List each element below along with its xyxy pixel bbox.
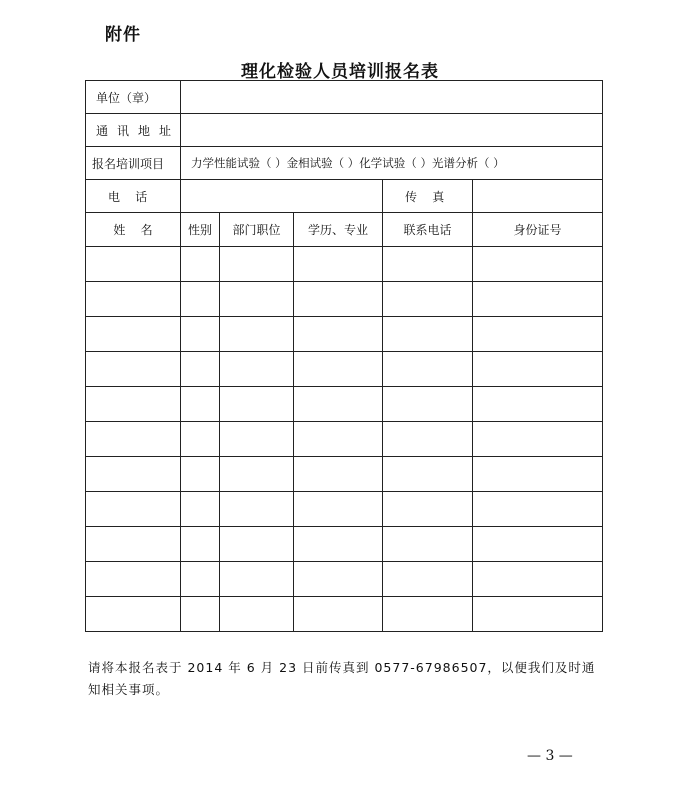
table-cell[interactable]: [181, 562, 220, 597]
table-cell[interactable]: [473, 282, 603, 317]
table-cell[interactable]: [383, 352, 473, 387]
table-cell[interactable]: [181, 527, 220, 562]
table-cell[interactable]: [473, 562, 603, 597]
address-field[interactable]: [181, 114, 603, 147]
table-cell[interactable]: [383, 457, 473, 492]
page-number: — 3 —: [527, 748, 573, 764]
fax-field[interactable]: [473, 180, 603, 213]
address-row: [86, 114, 603, 147]
unit-field[interactable]: [181, 81, 603, 114]
table-cell[interactable]: [383, 492, 473, 527]
table-cell[interactable]: [181, 387, 220, 422]
table-cell[interactable]: [181, 422, 220, 457]
table-cell[interactable]: [294, 492, 383, 527]
table-cell[interactable]: [86, 597, 181, 632]
table-cell[interactable]: [383, 562, 473, 597]
col-id-number: 身份证号: [473, 213, 603, 247]
table-cell[interactable]: [473, 247, 603, 282]
table-cell[interactable]: [383, 282, 473, 317]
table-cell[interactable]: [473, 387, 603, 422]
table-cell[interactable]: [86, 247, 181, 282]
table-cell[interactable]: [220, 282, 294, 317]
table-cell[interactable]: [86, 492, 181, 527]
phone-label: 电 话: [86, 180, 181, 213]
attachment-label: 附件: [105, 25, 141, 45]
table-cell[interactable]: [294, 457, 383, 492]
table-cell[interactable]: [220, 457, 294, 492]
table-cell[interactable]: [294, 247, 383, 282]
table-cell[interactable]: [294, 282, 383, 317]
table-row: [86, 562, 603, 597]
table-cell[interactable]: [294, 352, 383, 387]
table-row: [86, 492, 603, 527]
col-education: 学历、专业: [294, 213, 383, 247]
table-cell[interactable]: [473, 527, 603, 562]
table-cell[interactable]: [220, 492, 294, 527]
table-cell[interactable]: [383, 387, 473, 422]
unit-row: [86, 81, 603, 114]
table-cell[interactable]: [294, 317, 383, 352]
table-cell[interactable]: [473, 457, 603, 492]
table-cell[interactable]: [86, 562, 181, 597]
table-cell[interactable]: [294, 562, 383, 597]
address-label: 通讯地址: [86, 114, 181, 147]
phone-fax-row: [86, 180, 603, 213]
table-cell[interactable]: [383, 422, 473, 457]
table-cell[interactable]: [220, 422, 294, 457]
table-cell[interactable]: [294, 597, 383, 632]
col-name: 姓 名: [86, 213, 181, 247]
table-cell[interactable]: [220, 247, 294, 282]
table-row: [86, 282, 603, 317]
col-department: 部门职位: [220, 213, 294, 247]
table-row: [86, 387, 603, 422]
form-title: 理化检验人员培训报名表: [241, 62, 439, 82]
table-row: [86, 457, 603, 492]
table-cell[interactable]: [86, 387, 181, 422]
data-rows: [86, 247, 603, 632]
project-options[interactable]: 力学性能试验（ ）金相试验（ ）化学试验（ ）光谱分析（ ）: [181, 147, 603, 180]
table-row: [86, 597, 603, 632]
table-cell[interactable]: [86, 282, 181, 317]
column-header-row: [86, 213, 603, 247]
table-cell[interactable]: [383, 247, 473, 282]
col-phone: 联系电话: [383, 213, 473, 247]
table-cell[interactable]: [473, 317, 603, 352]
table-row: [86, 352, 603, 387]
unit-label: 单位（章）: [86, 81, 181, 114]
table-cell[interactable]: [294, 422, 383, 457]
project-label: 报名培训项目: [86, 147, 181, 180]
table-cell[interactable]: [220, 527, 294, 562]
table-cell[interactable]: [383, 597, 473, 632]
table-cell[interactable]: [294, 527, 383, 562]
table-cell[interactable]: [473, 492, 603, 527]
registration-table: [85, 80, 603, 632]
table-cell[interactable]: [181, 597, 220, 632]
table-cell[interactable]: [473, 422, 603, 457]
table-cell[interactable]: [294, 387, 383, 422]
table-cell[interactable]: [181, 492, 220, 527]
table-cell[interactable]: [86, 317, 181, 352]
table-row: [86, 422, 603, 457]
table-cell[interactable]: [220, 597, 294, 632]
table-row: [86, 247, 603, 282]
table-cell[interactable]: [220, 562, 294, 597]
table-cell[interactable]: [86, 457, 181, 492]
table-cell[interactable]: [181, 457, 220, 492]
table-cell[interactable]: [86, 422, 181, 457]
phone-field[interactable]: [181, 180, 383, 213]
project-row: [86, 147, 603, 180]
table-cell[interactable]: [181, 352, 220, 387]
table-cell[interactable]: [86, 527, 181, 562]
submission-note: 请将本报名表于 2014 年 6 月 23 日前传真到 0577-67986507，以便我们及时通知相关事项。: [88, 660, 596, 697]
table-cell[interactable]: [220, 317, 294, 352]
table-cell[interactable]: [383, 527, 473, 562]
table-cell[interactable]: [383, 317, 473, 352]
table-cell[interactable]: [181, 317, 220, 352]
table-cell[interactable]: [220, 387, 294, 422]
table-cell[interactable]: [473, 352, 603, 387]
table-cell[interactable]: [473, 597, 603, 632]
fax-label: 传 真: [383, 180, 473, 213]
table-cell[interactable]: [181, 247, 220, 282]
col-gender: 性别: [181, 213, 220, 247]
table-cell[interactable]: [220, 352, 294, 387]
table-cell[interactable]: [181, 282, 220, 317]
table-row: [86, 317, 603, 352]
table-cell[interactable]: [86, 352, 181, 387]
table-row: [86, 527, 603, 562]
